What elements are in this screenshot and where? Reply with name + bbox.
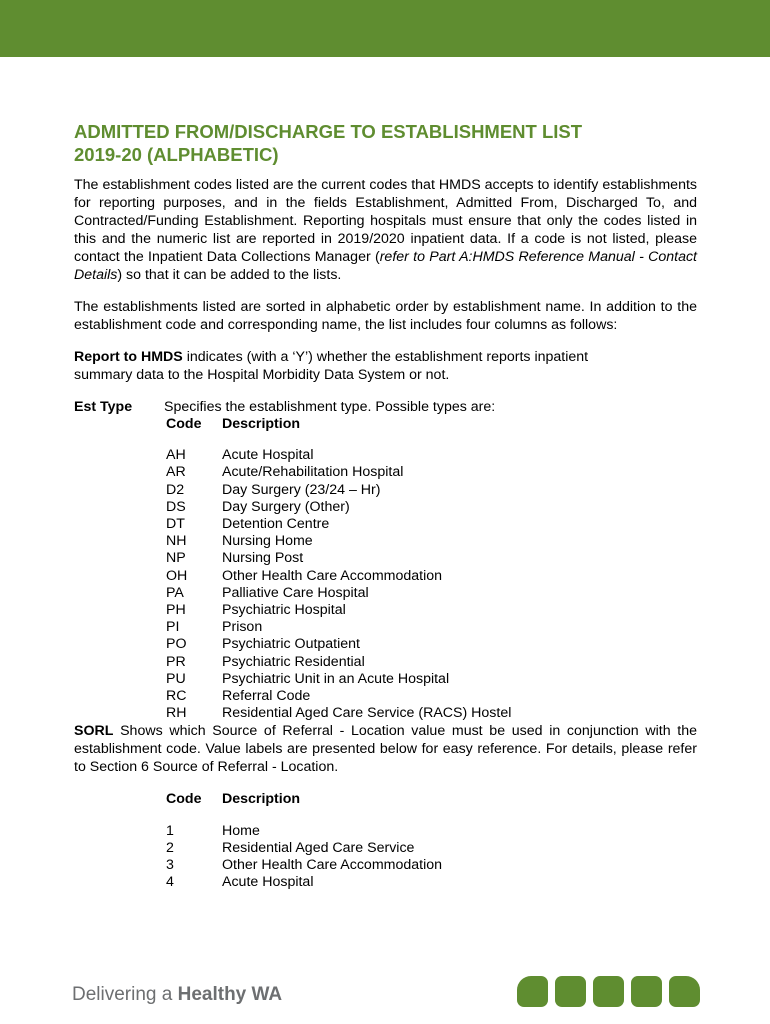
sorl-table	[166, 791, 697, 891]
row-code: 1	[166, 822, 174, 839]
row-description: Nursing Home	[222, 533, 313, 550]
header-bar	[0, 0, 770, 57]
row-description: Residential Aged Care Service	[222, 839, 415, 856]
row-code: PA	[166, 584, 184, 601]
row-description: Prison	[222, 619, 263, 636]
table-row	[166, 550, 697, 567]
row-description: Day Surgery (Other)	[222, 498, 350, 515]
est-type-description: Specifies the establishment type. Possible types are:	[164, 399, 496, 415]
table-row	[166, 533, 697, 550]
row-description: Psychiatric Outpatient	[222, 636, 360, 653]
table-row	[166, 705, 697, 722]
row-description: Home	[222, 822, 260, 839]
row-description: Nursing Post	[222, 550, 304, 567]
row-code: NH	[166, 533, 187, 550]
row-description: Residential Aged Care Service (RACS) Hostel	[222, 705, 512, 722]
row-description: Referral Code	[222, 688, 311, 705]
logo-block	[517, 976, 548, 1007]
row-code: PU	[166, 670, 186, 687]
table-row	[166, 636, 697, 653]
row-code: RH	[166, 705, 187, 722]
wa-health-logo	[517, 976, 700, 1007]
logo-block	[631, 976, 662, 1007]
row-description: Other Health Care Accommodation	[222, 567, 443, 584]
est-type-table	[166, 416, 697, 722]
row-code: AH	[166, 447, 186, 464]
footer-tagline: Delivering a Healthy WA	[72, 984, 283, 1005]
page-title: ADMITTED FROM/DISCHARGE TO ESTABLISHMENT LIST 2019-20 (ALPHABETIC)	[74, 121, 583, 165]
sorl-paragraph: SORL Shows which Source of Referral - Location value must be used in conjunction with the establishment code. Value labels are presented below for easy reference. For details, please refer to Section 6 Source of Referral - Location.	[74, 723, 697, 776]
row-code: D2	[166, 481, 185, 498]
row-code: OH	[166, 567, 188, 584]
table-row	[166, 464, 697, 481]
sorting-paragraph: The establishments listed are sorted in alphabetic order by establishment name. In addition to the establishment code and corresponding name, the list includes four columns as follows:	[74, 299, 697, 333]
row-description: Other Health Care Accommodation	[222, 857, 443, 874]
est-type-label: Est Type	[74, 399, 133, 415]
table-header: Code Description	[166, 791, 301, 808]
row-description: Detention Centre	[222, 516, 330, 533]
table-row	[166, 482, 697, 499]
document-body	[74, 120, 697, 891]
row-description: Psychiatric Unit in an Acute Hospital	[222, 670, 450, 687]
row-description: Day Surgery (23/24 – Hr)	[222, 481, 381, 498]
row-code: PO	[166, 636, 187, 653]
table-row	[166, 671, 697, 688]
table-row	[166, 516, 697, 533]
row-code: DT	[166, 516, 185, 533]
table-row	[166, 602, 697, 619]
logo-block	[555, 976, 586, 1007]
row-code: PI	[166, 619, 180, 636]
row-description: Acute/Rehabilitation Hospital	[222, 464, 404, 481]
table-header: Code Description	[166, 416, 301, 432]
table-row	[166, 499, 697, 516]
logo-block	[669, 976, 700, 1007]
logo-block	[593, 976, 624, 1007]
table-row	[166, 823, 697, 840]
report-to-hmds-paragraph: Report to HMDS indicates (with a ‘Y’) whether the establishment reports inpatient summary data to the Hospital Morbidity Data System or not.	[74, 349, 589, 383]
row-description: Psychiatric Residential	[222, 653, 365, 670]
intro-paragraph: The establishment codes listed are the current codes that HMDS accepts to identify establishments for reporting purposes, and in the fields Establishment, Admitted From, Discharged To, and Contracted/Funding Establishment. Reporting hospitals must ensure that only the codes listed in this and the numeric list are reported in 2019/2020 inpatient data. If a code is not listed, please contact the Inpatient Data Collections Manager (refer to Part A:HMDS Reference Manual - Contact Details) so that it can be added to the lists.	[74, 177, 698, 283]
table-row	[166, 840, 697, 857]
row-code: PR	[166, 653, 186, 670]
row-code: PH	[166, 602, 186, 619]
row-code: RC	[166, 688, 187, 705]
table-row	[166, 857, 697, 874]
reference-manual-text: refer to Part A:HMDS Reference Manual - Contact Details	[74, 249, 698, 283]
row-code: 4	[166, 874, 174, 891]
row-description: Psychiatric Hospital	[222, 602, 346, 619]
est-type-section	[74, 398, 697, 722]
row-description: Acute Hospital	[222, 447, 314, 464]
row-code: DS	[166, 498, 186, 515]
table-row	[166, 874, 697, 891]
table-row	[166, 447, 697, 464]
table-row	[166, 619, 697, 636]
row-description: Palliative Care Hospital	[222, 584, 369, 601]
row-code: 2	[166, 839, 174, 856]
row-code: NP	[166, 550, 186, 567]
row-description: Acute Hospital	[222, 874, 314, 891]
table-row	[166, 688, 697, 705]
row-code: 3	[166, 857, 174, 874]
row-code: AR	[166, 464, 186, 481]
table-row	[166, 654, 697, 671]
table-row	[166, 585, 697, 602]
table-row	[166, 568, 697, 585]
